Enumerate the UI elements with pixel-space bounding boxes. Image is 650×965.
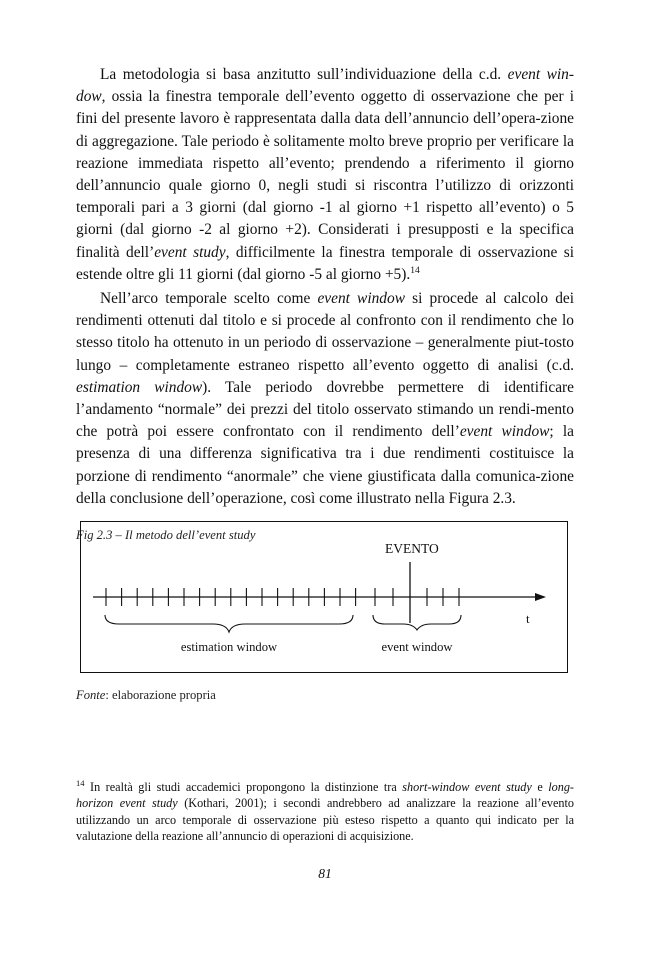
paragraph-1-term-event-window: event win-dow	[76, 66, 574, 106]
estimation-window-brace	[105, 615, 353, 632]
event-label: EVENTO	[385, 541, 439, 556]
paragraph-2-term-event-window: event window	[317, 290, 405, 308]
event-window-label: event window	[381, 640, 453, 654]
figure-caption: Fig 2.3 – Il metodo dell’event study	[76, 528, 256, 543]
footnote-text-c: (Kothari, 2001); i secondi andrebbero ad analizzare la reazione all’evento utilizzando un arco temporale di osservazione più esteso rispetto a quanto qui indicato per la valutazione della reazione all’annuncio di operazioni di acquisizione.	[76, 796, 575, 844]
paragraph-1-term-event-study: event study	[154, 243, 226, 261]
paragraph-2-term-event-window-2: event window	[459, 423, 550, 441]
footnote-text-b: e	[531, 780, 549, 794]
source-label: Fonte	[76, 688, 106, 702]
paragraph-2-term-estimation-window: estimation window	[76, 378, 203, 396]
event-window-brace	[373, 615, 461, 630]
page-number: 81	[318, 866, 332, 881]
event-study-figure	[80, 521, 568, 673]
paragraph-1	[76, 64, 574, 286]
paragraph-2-text-b: si procede al calcolo dei rendimenti ottenuti dal titolo e si procede al confronto con il rendimento che lo stesso titolo ha ottenuto in un periodo di osservazione – generalmente piut-tosto lungo – completamente estraneo rispetto all’evento oggetto di analisi (c.d.	[76, 290, 574, 374]
source-text: : elaborazione propria	[105, 688, 216, 702]
footnote-term-short-window: short-window event study	[402, 780, 532, 794]
page-body	[76, 64, 574, 543]
paragraph-1-text-a: La metodologia si basa anzitutto sull’individuazione della c.d.	[100, 66, 508, 83]
footnote-text-a: In realtà gli studi accademici propongono la distinzione tra	[84, 780, 403, 794]
paragraph-2-text-c: ). Tale periodo dovrebbe permettere di identificare l’andamento “normale” dei prezzi del titolo osservato stimando un rendi-mento che potrà poi essere confrontato con il rendimento dell’	[76, 378, 574, 441]
paragraph-1-text-c: , difficilmente la finestra temporale di osservazione si estende oltre gli 11 giorni (dal giorno -5 al giorno +5).	[76, 243, 574, 283]
paragraph-1-text-b: , ossia la finestra temporale dell’evento oggetto di osservazione che per i fini del presente lavoro è rappresentata dalla data dell’annuncio dell’opera-zione di aggregazione. Tale periodo è solitamente molto breve proprio per verificare la reazione immediata rispetto all’evento; prendendo a riferimento il giorno dell’annuncio quale giorno 0, negli studi si riscontra l’utilizzo di orizzonti temporali pari a 3 giorni (dal giorno -1 al giorno +1 rispetto all’evento) o 5 giorni (dal giorno -2 al giorno +2). Considerati i presupposti e la specifica finalità dell’	[76, 88, 574, 261]
paragraph-2-text-d: ; la presenza di una differenza significativa tra i due rendimenti costituisce la porzione di rendimento “anormale” che viene giustificata dalla comunica-zione della conclusione dell’operazione, così come illustrato nella Figura 2.3.	[76, 423, 574, 507]
figure-source	[76, 688, 216, 703]
paragraph-2-text-a: Nell’arco temporale scelto come	[100, 290, 318, 308]
time-axis-label: t	[526, 611, 530, 626]
paragraph-2	[76, 288, 574, 510]
footnote-14	[76, 779, 574, 845]
footnote-number: 14	[76, 777, 85, 788]
time-axis-arrowhead	[535, 593, 546, 601]
footnote-reference[interactable]: 14	[410, 265, 420, 276]
timeline-diagram	[81, 522, 569, 674]
estimation-window-label: estimation window	[180, 640, 278, 654]
footnote-term-long-horizon: long-horizon event study	[76, 780, 574, 811]
